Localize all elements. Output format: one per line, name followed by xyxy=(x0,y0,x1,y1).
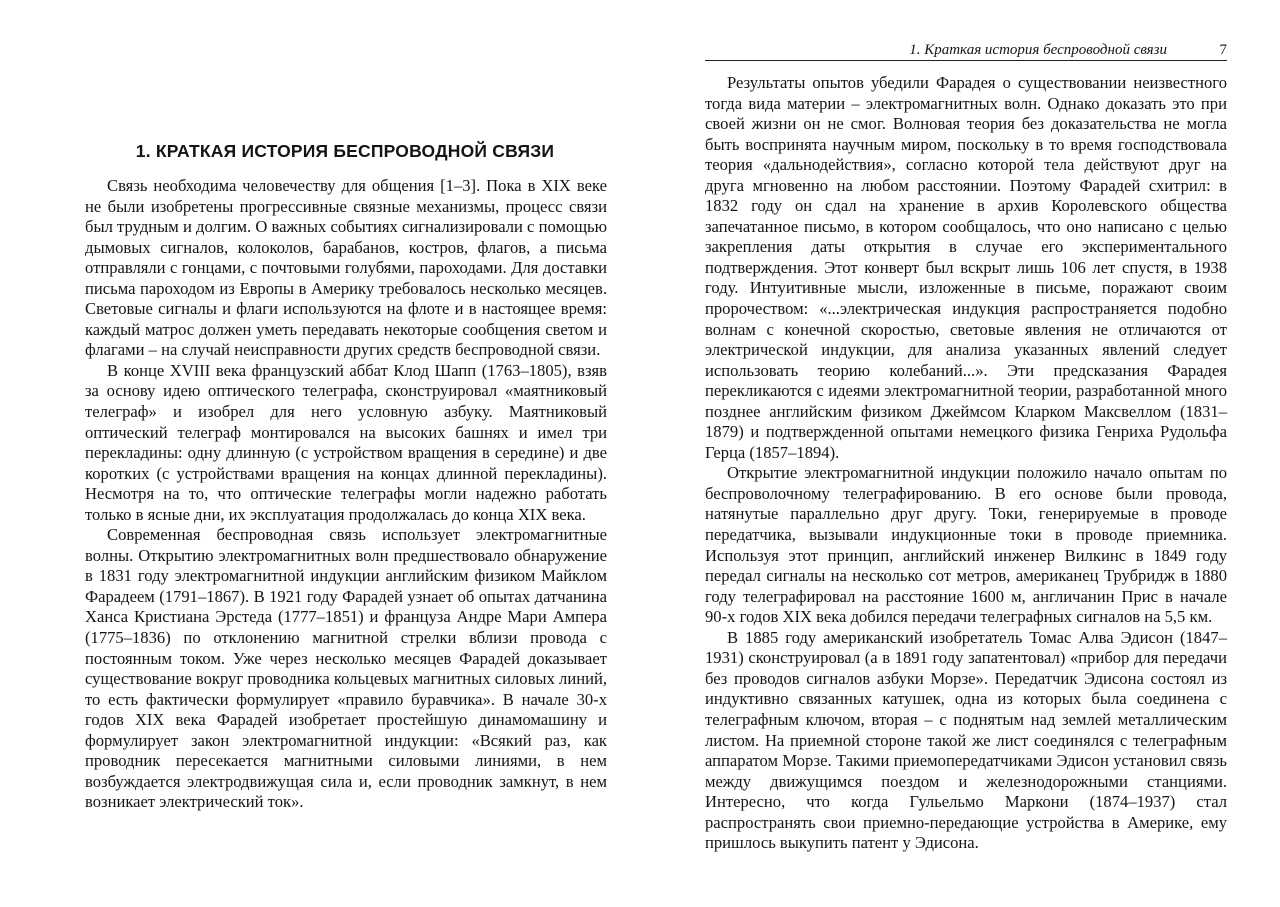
right-page xyxy=(640,0,1280,907)
right-page-body xyxy=(705,73,1227,854)
running-header xyxy=(705,42,1227,61)
paragraph: Результаты опытов убедили Фарадея о существовании неизвестного тогда вида материи – электромагнитных волн. Однако доказать это при своей жизни он не смог. Волновая теория без доказательства не могла быть воспринята научным миром, поскольку в то время господствовала теория «дальнодействия», согласно которой тела действуют друг на друга мгновенно на любом расстоянии. Поэтому Фарадей схитрил: в 1832 году он сдал на хранение в архив Королевского общества запечатанное письмо, в котором сообщалось, что оно написано с целью закрепления даты открытия в случае его экспериментального подтверждения. Этот конверт был вскрыт лишь 106 лет спустя, в 1938 году. Интуитивные мысли, изложенные в письме, поражают своим пророчеством: «...электрическая индукция распространяется подобно волнам с конечной скоростью, световые явления не отличаются от электрической индукции, для анализа указанных явлений следует использовать теорию колебаний...». Эти предсказания Фарадея перекликаются с идеями электромагнитной теории, разработанной много позднее английским физиком Джеймсом Кларком Максвеллом (1831–1879) и подтвержденной опытами немецкого физика Генриха Рудольфа Герца (1857–1894). xyxy=(705,73,1227,462)
left-page-body xyxy=(85,176,607,813)
paragraph: В 1885 году американский изобретатель Томас Алва Эдисон (1847–1931) сконструировал (а в 1891 году запатентовал) «прибор для передачи без проводов сигналов азбуки Морзе». Передатчик Эдисона состоял из индуктивно связанных катушек, одна из которых была соединена с телеграфным ключом, вторая – с поднятым над землей металлическим листом. На приемной стороне такой же лист соединялся с телеграфным аппаратом Морзе. Такими приемопередатчиками Эдисон установил связь между движущимся поездом и железнодорожными станциями. Интересно, что когда Гульельмо Маркони (1874–1937) стал распространять свои приемно-передающие устройства в Америке, ему пришлось выкупить патент у Эдисона. xyxy=(705,627,1227,853)
paragraph: Современная беспроводная связь использует электромагнитные волны. Открытию электромагнитных волн предшествовало обнаружение в 1831 году электромагнитной индукции английским физиком Майклом Фарадеем (1791–1867). В 1921 году Фарадей узнает об опытах датчанина Ханса Кристиана Эрстеда (1777–1851) и француза Андре Мари Ампера (1775–1836) по отклонению магнитной стрелки вблизи провода с постоянным током. Уже через несколько месяцев Фарадей доказывает существование вокруг проводника кольцевых магнитных силовых линий, то есть фактически формулирует «правило буравчика». В начале 30-х годов XIX века Фарадей изобретает простейшую динамомашину и формулирует закон электромагнитной индукции: «Всякий раз, как проводник пересекается магнитными силовыми линиями, в нем возбуждается электродвижущая сила и, если проводник замкнут, в нем возникает электрический ток». xyxy=(85,525,607,812)
paragraph: Связь необходима человечеству для общения [1–3]. Пока в XIX веке не были изобретены прогрессивные связные механизмы, процесс связи был трудным и долгим. О важных событиях сигнализировали с помощью дымовых сигналов, колоколов, барабанов, костров, флагов, а письма отправляли с гонцами, с почтовыми голубями, пароходами. Для доставки письма пароходом из Европы в Америку требовалось несколько месяцев. Световые сигналы и флаги используются на флоте и в настоящее время: каждый матрос должен уметь передавать некоторые сообщения светом и флагами – на случай неисправности других средств беспроводной связи. xyxy=(85,176,607,360)
page-number: 7 xyxy=(1219,42,1227,58)
paragraph: В конце XVIII века французский аббат Клод Шапп (1763–1805), взяв за основу идею оптического телеграфа, сконструировал «маятниковый телеграф» и изобрел для него условную азбуку. Маятниковый оптический телеграф монтировался на высоких башнях и имел три перекладины: одну длинную (с устройством вращения в середине) и две коротких (с устройствами вращения на концах длинной перекладины). Несмотря на то, что оптические телеграфы могли надежно работать только в ясные дни, их эксплуатация продолжалась до конца XIX века. xyxy=(85,360,607,524)
running-title: 1. Краткая история беспроводной связи xyxy=(909,42,1167,58)
paragraph: Открытие электромагнитной индукции положило начало опытам по беспроволочному телеграфированию. В его основе были провода, натянутые параллельно друг другу. Токи, генерируемые в проводе передатчика, вызывали индукционные токи в проводе приемника. Используя этот принцип, английский инженер Вилкинс в 1849 году передал сигналы на несколько сот метров, американец Трубридж в 1880 году телеграфировал на расстояние 1600 м, англичанин Прис в начале 90-х годов XIX века добился передачи телеграфных сигналов на 5,5 км. xyxy=(705,463,1227,627)
chapter-title: 1. КРАТКАЯ ИСТОРИЯ БЕСПРОВОДНОЙ СВЯЗИ xyxy=(135,141,555,161)
